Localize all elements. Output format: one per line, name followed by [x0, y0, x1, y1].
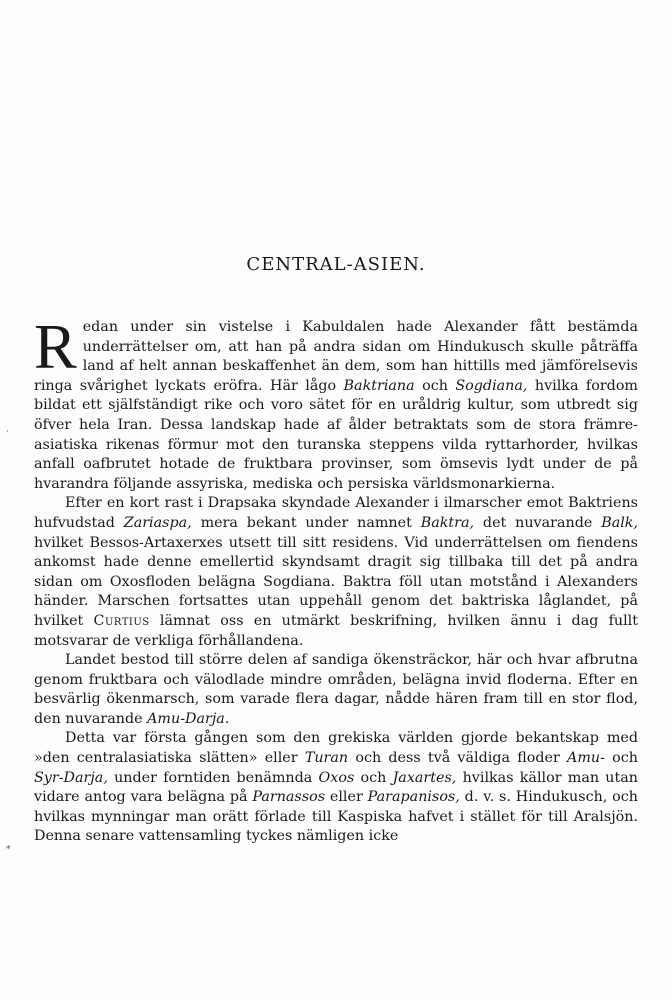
chapter-title: CENTRAL-ASIEN. [246, 254, 426, 275]
text-run: hvilket Bessos-Artaxerxes utsett till sitt residens. Vid underrättelsen om fiendens ankomst hade denne emellertid skyndsamt dragit sig tillbaka till det på andra sidan om Oxosfloden belägna Sogdiana. Baktra föll utan motstånd i Alexanders händer. Marschen fortsattes utan uppehåll genom det baktriska låglandet, på hvilket [34, 534, 638, 629]
text-run: det nuvarande [474, 514, 602, 531]
italic-term: Parapanisos, [367, 789, 460, 806]
italic-term: Balk, [601, 514, 639, 531]
text-run: lämnat oss en utmärkt beskrifning, hvilken ännu i dag fullt motsvarar de verkliga förhållandena. [34, 612, 638, 649]
margin-asterisk: * [6, 845, 11, 855]
paragraph [34, 651, 638, 729]
italic-term: Baktra, [420, 514, 475, 531]
italic-term: Amu-Darja. [147, 710, 230, 727]
paragraph [34, 729, 638, 847]
text-run: under forntiden benämnda [107, 769, 319, 786]
italic-term: Jaxartes, [392, 769, 457, 786]
text-run: och [414, 377, 456, 394]
italic-term: Zariaspa, [123, 514, 192, 531]
page [6, 0, 639, 1000]
text-run: och [354, 769, 393, 786]
text-run: mera bekant under namnet [191, 514, 421, 531]
text-run: Efter en kort rast i Drapsaka skyndade Alexander i ilmarscher emot Baktriens hufvudstad [34, 495, 638, 531]
text-run: och [604, 750, 638, 767]
text-run: d. v. s. Hindukusch, och hvilkas mynningar man orätt förlade till Kaspiska hafvet i stället för till Aralsjön. Denna senare vattensamling tyckes nämligen icke [34, 789, 639, 845]
text-run: Detta var första gången som den grekiska världen gjorde bekantskap med »den centralasiatiska slätten» eller [34, 730, 638, 767]
body-text [34, 311, 639, 847]
margin-dot: · [6, 427, 9, 437]
text-run: edan under sin vistelse i Kabuldalen hade Alexander fått bestämda underrättelser om, att han på andra sidan om Hindukusch skulle påträffa land af helt annan beskaffenhet än dem, som han hittills med jämförelsevis ringa svårighet lyckats eröfra. Här lågo [34, 319, 638, 394]
drop-cap: R [34, 311, 77, 382]
italic-term: Parnassos [252, 789, 326, 806]
paragraph [34, 494, 638, 651]
italic-term: Sogdiana, [455, 377, 528, 394]
italic-term: Turan [304, 750, 349, 767]
italic-term: Amu- [567, 750, 605, 767]
text-run: och dess två väldiga floder [348, 750, 568, 767]
text-run: hvilka fordom bildat ett själfständigt rike och voro sätet för en uråldrig kultur, som utbredt sig öfver hela Iran. Dessa landskap hade af ålder betraktats som de stora främre-asiatiska rikenas förmur mot den turanska steppens vilda ryttarhorder, hvilkas anfall oafbrutet hotade de fruktbara provinser, som ömsevis lydt under de på hvarandra följande assyriska, mediska och persiska världsmonarkierna. [34, 377, 638, 492]
text-run: eller [325, 789, 368, 806]
text-run: Landet bestod till större delen af sandiga ökensträckor, här och hvar afbrutna genom fruktbara och välodlade mindre områden, belägna invid floderna. Efter en besvärlig ökenmarsch, som varade flera dagar, nådde hären fram till en stor flod, den nuvarande [34, 652, 638, 727]
small-caps-name: Curtius [93, 612, 150, 629]
text-run: hvilkas källor man utan vidare antog vara belägna på [34, 769, 638, 806]
paragraph [34, 311, 638, 494]
italic-term: Baktriana [343, 377, 415, 394]
italic-term: Syr-Darja, [34, 769, 108, 786]
italic-term: Oxos [318, 769, 355, 786]
